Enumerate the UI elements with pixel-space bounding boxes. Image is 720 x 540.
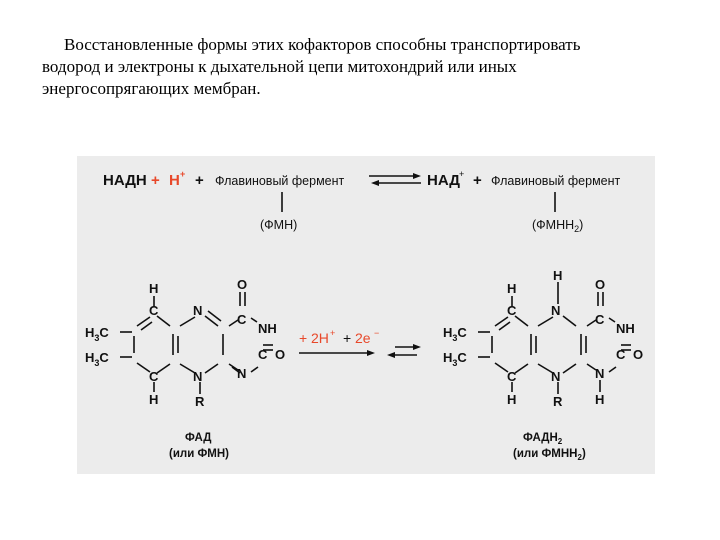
- svg-text:N: N: [595, 366, 605, 381]
- equilibrium-arrows: [369, 173, 421, 186]
- svg-text:NH: NH: [616, 321, 635, 336]
- plus-2: +: [195, 172, 204, 189]
- svg-text:N: N: [193, 303, 203, 318]
- h-proton-label: H: [169, 172, 180, 189]
- svg-text:O: O: [275, 347, 286, 362]
- svg-text:C: C: [595, 312, 605, 327]
- svg-text:N: N: [551, 303, 561, 318]
- plus-a: +: [299, 330, 308, 346]
- svg-text:C: C: [149, 369, 159, 384]
- svg-text:C: C: [258, 347, 268, 362]
- reaction-figure: [77, 156, 655, 474]
- flavin-enzyme-left: Флавиновый фермент: [215, 174, 345, 188]
- svg-text:C: C: [237, 312, 247, 327]
- two-h-charge: +: [330, 328, 336, 338]
- svg-text:R: R: [195, 394, 205, 409]
- svg-text:H: H: [149, 281, 159, 296]
- paragraph-line-2: водород и электроны к дыхательной цепи митохондрий или иных: [42, 57, 517, 76]
- nad-charge: +: [459, 169, 465, 179]
- plus-1: +: [151, 172, 160, 189]
- svg-text:NH: NH: [258, 321, 277, 336]
- fad-name: ФАД: [185, 432, 212, 444]
- two-h-label: 2H: [311, 330, 329, 346]
- plus-3: +: [473, 172, 482, 189]
- svg-text:H: H: [595, 392, 605, 407]
- h-proton-charge: +: [180, 169, 186, 179]
- nad-label: НАД: [427, 172, 460, 189]
- svg-text:C: C: [507, 369, 517, 384]
- svg-text:H: H: [507, 392, 517, 407]
- svg-text:C: C: [149, 303, 159, 318]
- paragraph-line-3: энергосопрягающих мембран.: [42, 79, 261, 98]
- svg-text:H: H: [507, 281, 517, 296]
- fmnh2-label: $(ФМНН_2)$: [532, 218, 584, 234]
- fadh2-subname: (или $ФМНН_2$): [513, 448, 586, 462]
- svg-text:H: H: [149, 392, 159, 407]
- fmn-label: (ФМН): [260, 218, 298, 232]
- svg-text:H3C: $H_3C$: [85, 325, 109, 343]
- svg-text:N: N: [237, 366, 247, 381]
- fad-subname: (или ФМН): [169, 448, 229, 460]
- fadh2-atoms: [443, 268, 643, 409]
- fadh2-name: $ФАДН_2$: [523, 432, 563, 446]
- paragraph-line-1: Восстановленные формы этих кофакторов способны транспортировать: [64, 35, 581, 54]
- svg-text:H3C: $H_3C$: [443, 350, 467, 368]
- reaction-diagram: [77, 156, 655, 474]
- svg-text:N: N: [193, 369, 203, 384]
- svg-text:O: O: [595, 277, 606, 292]
- svg-text:C: C: [616, 347, 626, 362]
- svg-text:O: O: [237, 277, 248, 292]
- flavin-enzyme-right: Флавиновый фермент: [491, 174, 621, 188]
- fad-atoms: [85, 277, 285, 409]
- svg-text:N: N: [551, 369, 561, 384]
- nadh-label: НАДН: [103, 172, 147, 189]
- paragraph: [42, 34, 672, 100]
- svg-text:R: R: [553, 394, 563, 409]
- svg-text:H: H: [553, 268, 563, 283]
- plus-b: +: [343, 330, 352, 346]
- two-e-charge: −: [374, 328, 380, 338]
- svg-text:H3C: $H_3C$: [443, 325, 467, 343]
- svg-text:H3C: $H_3C$: [85, 350, 109, 368]
- svg-text:C: C: [507, 303, 517, 318]
- svg-text:O: O: [633, 347, 644, 362]
- two-e-label: 2e: [355, 330, 371, 346]
- reaction-arrows: [299, 344, 421, 358]
